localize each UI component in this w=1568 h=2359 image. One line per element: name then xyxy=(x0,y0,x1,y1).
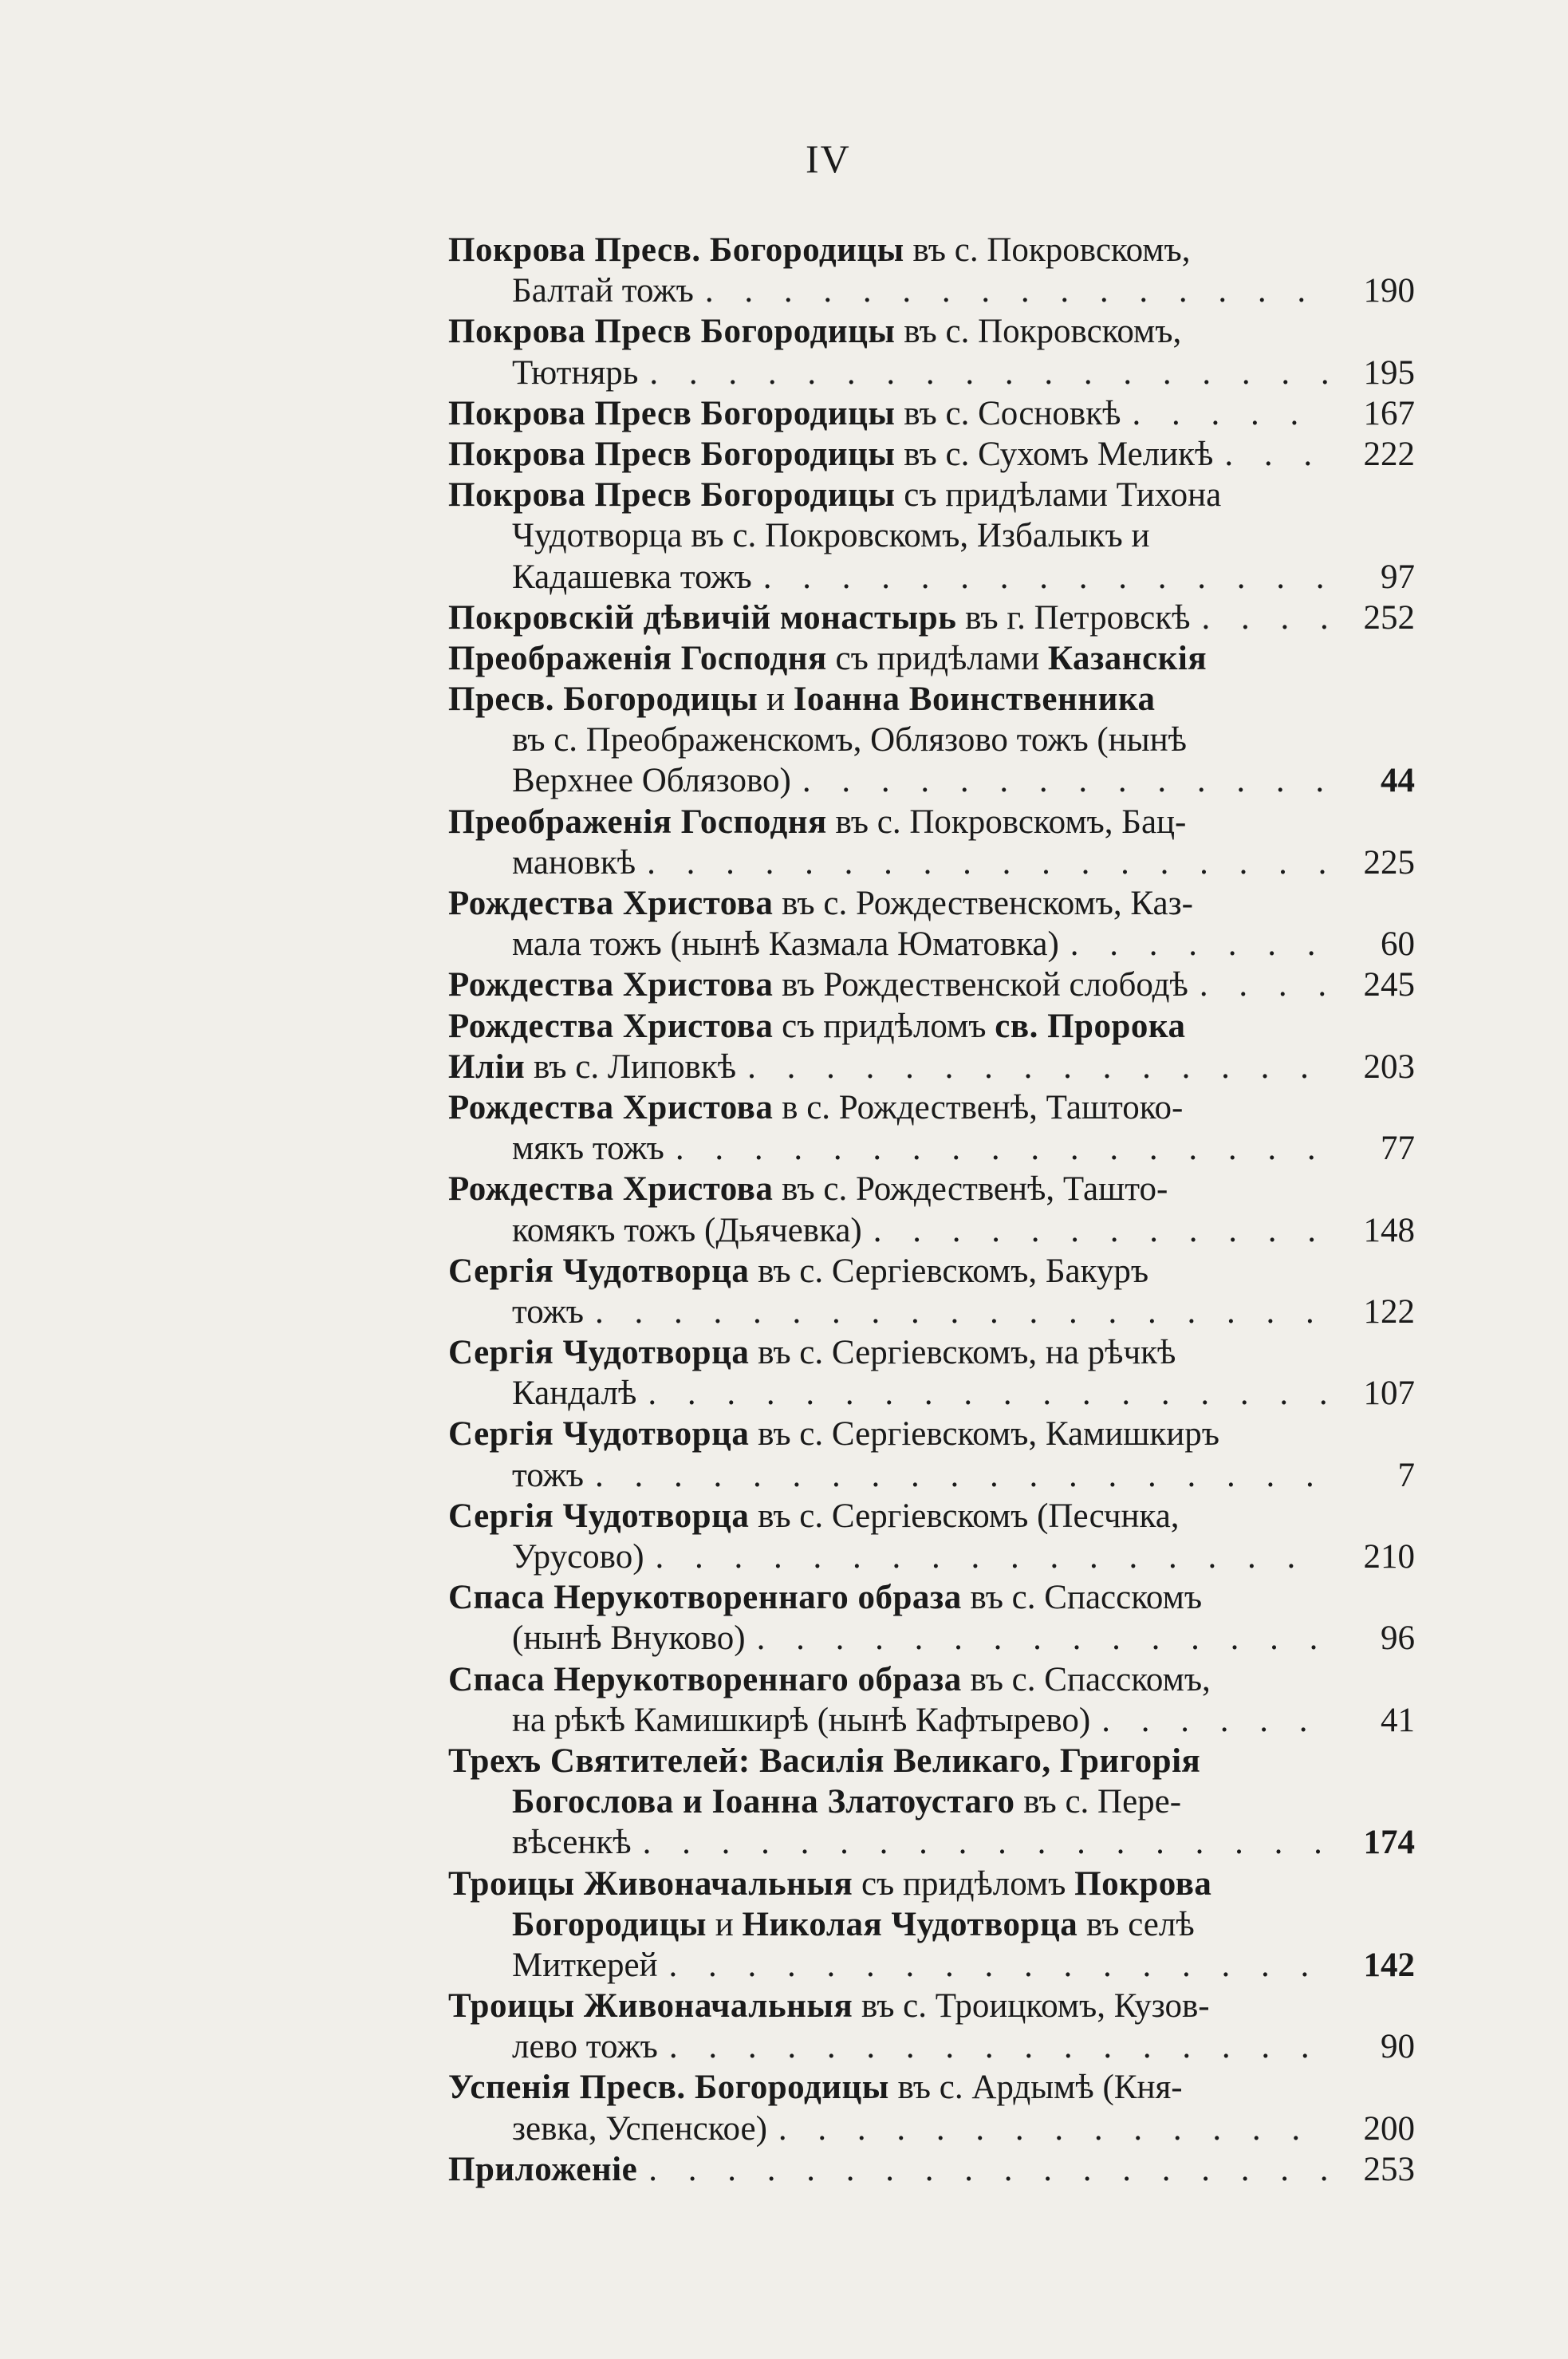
toc-line xyxy=(448,598,1415,638)
toc-line xyxy=(448,1332,1415,1373)
toc-entry xyxy=(448,434,1415,475)
toc-entry xyxy=(448,1577,1415,1659)
leader-dots xyxy=(649,353,1327,393)
leader-dots xyxy=(1070,924,1327,965)
entry-text xyxy=(512,720,1187,760)
toc-line xyxy=(448,1292,1415,1332)
entry-location: съ придѣломъ xyxy=(773,1007,995,1045)
entry-text xyxy=(512,1455,584,1496)
page-ref: 142 xyxy=(1363,1946,1415,1984)
toc-entry xyxy=(448,393,1415,434)
entry-title: Рождества Христова xyxy=(448,1088,774,1126)
entry-location: мановкѣ xyxy=(512,843,636,882)
entry-text xyxy=(448,475,1221,515)
entry-text xyxy=(512,1128,664,1169)
toc-line xyxy=(448,965,1415,1005)
toc-line xyxy=(448,475,1415,515)
entry-location: въ с. Сергіевскомъ, на рѣчкѣ xyxy=(749,1334,1176,1372)
page-ref: 77 xyxy=(1381,1130,1415,1168)
leader-dots xyxy=(757,1618,1327,1659)
entry-text xyxy=(448,1006,1186,1047)
entry-location: вѣсенкѣ xyxy=(512,1824,632,1862)
toc-entry xyxy=(448,1864,1415,1986)
entry-location: въ с. Покровскомъ, xyxy=(904,231,1191,269)
entry-location: съ придѣлами xyxy=(826,639,1048,677)
page-ref: 96 xyxy=(1381,1619,1415,1658)
entry-location: Балтай тожъ xyxy=(512,272,694,310)
entry-text xyxy=(448,598,1190,638)
toc-line xyxy=(448,1822,1415,1863)
toc-line xyxy=(448,1455,1415,1496)
entry-title: Сергія Чудотворца xyxy=(448,1334,750,1372)
toc-line xyxy=(448,802,1415,842)
entry-location: Чудотворца въ с. Покровскомъ, Избалыкъ и xyxy=(512,517,1150,555)
toc-line xyxy=(448,557,1415,598)
toc-entry xyxy=(448,230,1415,311)
entry-text xyxy=(448,638,1207,679)
entry-text xyxy=(448,2149,637,2190)
entry-location: въ с. Спасскомъ, xyxy=(961,1660,1211,1698)
entry-title: Рождества Христова xyxy=(448,1007,774,1045)
entry-text xyxy=(512,1904,1195,1945)
toc-line xyxy=(448,1414,1415,1454)
leader-dots xyxy=(1224,434,1327,475)
entry-location: въ с. Липовкѣ xyxy=(525,1047,737,1086)
toc-line xyxy=(448,1659,1415,1700)
entry-text xyxy=(448,1577,1202,1618)
toc-entry xyxy=(448,638,1415,802)
entry-location: въ с. Ардымѣ (Кня- xyxy=(888,2069,1183,2107)
leader-dots xyxy=(778,2109,1327,2149)
leader-dots xyxy=(873,1210,1327,1251)
leader-dots xyxy=(595,1455,1327,1496)
toc-line xyxy=(448,1577,1415,1618)
entry-text xyxy=(448,230,1190,270)
entry-text xyxy=(448,883,1193,924)
page-ref: 167 xyxy=(1363,394,1415,432)
toc-entry xyxy=(448,1741,1415,1864)
page-ref: 7 xyxy=(1397,1456,1415,1494)
toc-line xyxy=(448,1169,1415,1209)
toc-line xyxy=(448,515,1415,556)
entry-text xyxy=(512,2109,767,2149)
page-number: IV xyxy=(806,136,851,181)
page-ref: 195 xyxy=(1363,353,1415,392)
toc-line xyxy=(448,1087,1415,1128)
toc-entry xyxy=(448,1006,1415,1087)
leader-dots xyxy=(747,1047,1327,1087)
toc-line xyxy=(448,842,1415,883)
entry-title: Покрова Пресв Богородицы xyxy=(448,476,896,515)
entry-title: Успенія Пресв. Богородицы xyxy=(448,2069,889,2107)
entry-title: Преображенія Господня xyxy=(448,639,827,677)
entry-location: и xyxy=(758,680,794,719)
leader-dots xyxy=(648,1373,1327,1414)
entry-text xyxy=(448,965,1188,1005)
entry-title: Казанскія xyxy=(1047,639,1208,677)
entry-text xyxy=(512,515,1150,556)
entry-text xyxy=(512,1210,862,1251)
entry-title: Спаса Нерукотвореннаго образа xyxy=(448,1579,962,1617)
page-ref: 222 xyxy=(1363,435,1415,473)
toc-entry xyxy=(448,965,1415,1005)
entry-title: Покрова Пресв Богородицы xyxy=(448,313,896,351)
leader-dots xyxy=(643,1822,1327,1863)
toc-line xyxy=(448,1373,1415,1414)
entry-location: въ с. Покровскомъ, xyxy=(895,313,1182,351)
entry-title: Покровскій дѣвичій монастырь xyxy=(448,598,957,637)
toc-line xyxy=(448,1537,1415,1577)
entry-text xyxy=(448,1659,1211,1700)
toc-entry xyxy=(448,1087,1415,1169)
entry-title: Іоанна Воинственника xyxy=(793,680,1156,719)
entry-location: въ селѣ xyxy=(1078,1905,1195,1943)
entry-location: съ придѣлами Тихона xyxy=(895,476,1222,515)
entry-text xyxy=(512,353,638,393)
entry-text xyxy=(448,1414,1219,1454)
entry-text xyxy=(512,1373,636,1414)
leader-dots xyxy=(705,270,1327,311)
page-ref: 210 xyxy=(1363,1538,1415,1576)
entry-location: въ с. Сосновкѣ xyxy=(895,394,1121,432)
page-ref: 60 xyxy=(1381,925,1415,964)
entry-text xyxy=(512,1292,584,1332)
entry-location: въ с. Преображенскомъ, Облязово тожъ (нынѣ xyxy=(512,721,1188,759)
entry-title: Покрова Пресв Богородицы xyxy=(448,435,896,473)
entry-location: тожъ xyxy=(512,1456,585,1494)
entry-location: Урусово) xyxy=(512,1538,644,1576)
entry-text xyxy=(448,1864,1211,1904)
entry-title: Преображенія Господня xyxy=(448,803,827,841)
entry-location: въ с. Пере- xyxy=(1014,1783,1182,1821)
entry-text xyxy=(448,1332,1176,1373)
entry-location: Верхнее Облязово) xyxy=(512,762,791,800)
toc-line xyxy=(448,434,1415,475)
toc-line xyxy=(448,679,1415,720)
toc-line xyxy=(448,1986,1415,2026)
entry-location: въ г. Петровскѣ xyxy=(956,598,1191,637)
entry-text xyxy=(448,311,1181,352)
leader-dots xyxy=(1132,393,1327,434)
leader-dots xyxy=(763,557,1327,598)
entry-title: Троицы Живоначальныя xyxy=(448,1987,853,2026)
leader-dots xyxy=(669,2026,1327,2067)
entry-title: Рождества Христова xyxy=(448,1170,774,1209)
entry-location: комякъ тожъ (Дьячевка) xyxy=(512,1211,862,1249)
leader-dots xyxy=(595,1292,1327,1332)
page-ref: 200 xyxy=(1363,2109,1415,2148)
entry-location: и xyxy=(706,1905,743,1943)
entry-location: на рѣкѣ Камишкирѣ (нынѣ Кафтырево) xyxy=(512,1701,1091,1739)
entry-text xyxy=(448,2067,1183,2108)
toc-line xyxy=(448,2109,1415,2149)
entry-text xyxy=(448,1251,1148,1292)
entry-title: Богослова и Іоанна Златоустаго xyxy=(512,1783,1015,1821)
toc-entry xyxy=(448,475,1415,598)
page-ref: 252 xyxy=(1363,598,1415,637)
entry-title: Иліи xyxy=(448,1047,526,1086)
entry-text xyxy=(512,2026,658,2067)
entry-location: Миткерей xyxy=(512,1946,658,1984)
entry-title: Рождества Христова xyxy=(448,885,774,922)
entry-location: въ с. Троицкомъ, Кузов- xyxy=(853,1987,1210,2026)
entry-text xyxy=(512,557,752,598)
entry-title: Сергія Чудотворца xyxy=(448,1497,750,1535)
page-ref: 225 xyxy=(1363,843,1415,882)
toc-entry xyxy=(448,311,1415,393)
entry-location: лево тожъ xyxy=(512,2028,658,2066)
entry-title: Троицы Живоначальныя xyxy=(448,1864,853,1903)
entry-title: Спаса Нерукотвореннаго образа xyxy=(448,1660,962,1698)
toc-line xyxy=(448,1210,1415,1251)
leader-dots xyxy=(1101,1700,1327,1741)
entry-text xyxy=(448,393,1121,434)
toc-line xyxy=(448,1741,1415,1781)
entry-location: въ с. Сергіевскомъ, Бакуръ xyxy=(749,1252,1149,1290)
toc-line xyxy=(448,638,1415,679)
entry-location: мякъ тожъ xyxy=(512,1130,664,1168)
toc-line xyxy=(448,393,1415,434)
entry-text xyxy=(448,1087,1183,1128)
toc-line xyxy=(448,1128,1415,1169)
page-ref: 90 xyxy=(1381,2028,1415,2066)
toc-entry xyxy=(448,1659,1415,1741)
entry-location: въ с. Сухомъ Меликѣ xyxy=(895,435,1214,473)
toc-entry xyxy=(448,1986,1415,2067)
page-ref: 122 xyxy=(1363,1292,1415,1331)
toc-line xyxy=(448,353,1415,393)
leader-dots xyxy=(647,842,1327,883)
entry-text xyxy=(448,1169,1168,1209)
entry-title: Николая Чудотворца xyxy=(742,1905,1078,1943)
toc-line xyxy=(448,1006,1415,1047)
page-ref: 190 xyxy=(1363,272,1415,310)
page-ref: 253 xyxy=(1363,2150,1415,2188)
entry-title: Покрова Пресв. Богородицы xyxy=(448,231,904,269)
table-of-contents xyxy=(448,230,1415,2190)
toc-line xyxy=(448,1251,1415,1292)
toc-line xyxy=(448,883,1415,924)
page-ref: 41 xyxy=(1381,1701,1415,1739)
toc-line xyxy=(448,1904,1415,1945)
entry-text xyxy=(448,1047,736,1087)
entry-text xyxy=(512,760,791,801)
entry-title: Приложеніе xyxy=(448,2150,638,2188)
entry-location: Тютнярь xyxy=(512,353,639,392)
leader-dots xyxy=(669,1945,1327,1986)
toc-line xyxy=(448,1864,1415,1904)
leader-dots xyxy=(802,760,1327,801)
entry-title: Рождества Христова xyxy=(448,966,774,1004)
entry-location: въ с. Сергіевскомъ, Камишкиръ xyxy=(749,1415,1219,1454)
toc-line xyxy=(448,2149,1415,2190)
toc-entry xyxy=(448,2067,1415,2148)
page-ref: 148 xyxy=(1363,1211,1415,1249)
entry-location: мала тожъ (нынѣ Казмала Юматовка) xyxy=(512,925,1059,964)
page-ref: 245 xyxy=(1363,966,1415,1004)
entry-text xyxy=(448,1986,1210,2026)
toc-line xyxy=(448,924,1415,965)
entry-text xyxy=(512,1618,746,1659)
entry-text xyxy=(512,842,636,883)
entry-location: (нынѣ Внуково) xyxy=(512,1619,746,1658)
entry-text xyxy=(448,434,1213,475)
toc-line xyxy=(448,230,1415,270)
toc-line xyxy=(448,1700,1415,1741)
toc-entry xyxy=(448,598,1415,638)
entry-location: въ с. Покровскомъ, Бац- xyxy=(826,803,1187,841)
toc-line xyxy=(448,1618,1415,1659)
entry-text xyxy=(448,679,1155,720)
entry-text xyxy=(512,270,694,311)
toc-entry xyxy=(448,1414,1415,1495)
leader-dots xyxy=(1201,598,1327,638)
toc-entry xyxy=(448,1169,1415,1250)
page-ref: 107 xyxy=(1363,1375,1415,1413)
entry-location: въ с. Сергіевскомъ (Песчнка, xyxy=(749,1497,1180,1535)
toc-line xyxy=(448,270,1415,311)
page-ref: 174 xyxy=(1363,1824,1415,1862)
entry-title: Сергія Чудотворца xyxy=(448,1415,750,1454)
entry-location: съ придѣломъ xyxy=(853,1864,1075,1903)
entry-text xyxy=(448,802,1186,842)
toc-entry xyxy=(448,1251,1415,1332)
entry-text xyxy=(512,1781,1181,1822)
entry-location: въ с. Рождественскомъ, Каз- xyxy=(773,885,1193,922)
entry-location: въ с. Рождественѣ, Ташто- xyxy=(773,1170,1168,1209)
toc-entry xyxy=(448,1332,1415,1414)
entry-title: Трехъ Святителей: Василія Великаго, Григорія xyxy=(448,1742,1201,1780)
entry-title: св. Пророка xyxy=(995,1007,1186,1045)
toc-line xyxy=(448,1496,1415,1537)
entry-location: въ Рождественской слободѣ xyxy=(773,966,1188,1004)
entry-text xyxy=(512,1822,632,1863)
leader-dots xyxy=(656,1537,1327,1577)
toc-line xyxy=(448,760,1415,801)
entry-title: Богородицы xyxy=(512,1905,707,1943)
entry-location: въ с. Спасскомъ xyxy=(961,1579,1203,1617)
toc-entry xyxy=(448,2149,1415,2190)
entry-location: Кадашевка тожъ xyxy=(512,558,752,596)
toc-entry xyxy=(448,1496,1415,1577)
entry-location: Кандалѣ xyxy=(512,1375,637,1413)
entry-text xyxy=(512,924,1059,965)
entry-location: тожъ xyxy=(512,1292,585,1331)
entry-location: в с. Рождественѣ, Таштоко- xyxy=(773,1088,1184,1126)
toc-line xyxy=(448,720,1415,760)
entry-text xyxy=(512,1945,658,1986)
entry-text xyxy=(512,1700,1090,1741)
toc-line xyxy=(448,1047,1415,1087)
page-ref: 203 xyxy=(1363,1047,1415,1086)
toc-entry xyxy=(448,883,1415,965)
entry-text xyxy=(512,1537,644,1577)
entry-text xyxy=(448,1741,1200,1781)
toc-line xyxy=(448,1781,1415,1822)
toc-entry xyxy=(448,802,1415,883)
leader-dots xyxy=(676,1128,1327,1169)
entry-title: Сергія Чудотворца xyxy=(448,1252,750,1290)
toc-line xyxy=(448,2026,1415,2067)
entry-text xyxy=(448,1496,1180,1537)
toc-line xyxy=(448,311,1415,352)
entry-title: Пресв. Богородицы xyxy=(448,680,758,719)
entry-title: Покрова Пресв Богородицы xyxy=(448,394,896,432)
leader-dots xyxy=(1200,965,1327,1005)
page-ref: 44 xyxy=(1381,762,1415,800)
leader-dots xyxy=(648,2149,1327,2190)
entry-title: Покрова xyxy=(1074,1864,1212,1903)
entry-location: зевка, Успенское) xyxy=(512,2109,767,2148)
page-ref: 97 xyxy=(1381,558,1415,596)
toc-line xyxy=(448,2067,1415,2108)
toc-line xyxy=(448,1945,1415,1986)
